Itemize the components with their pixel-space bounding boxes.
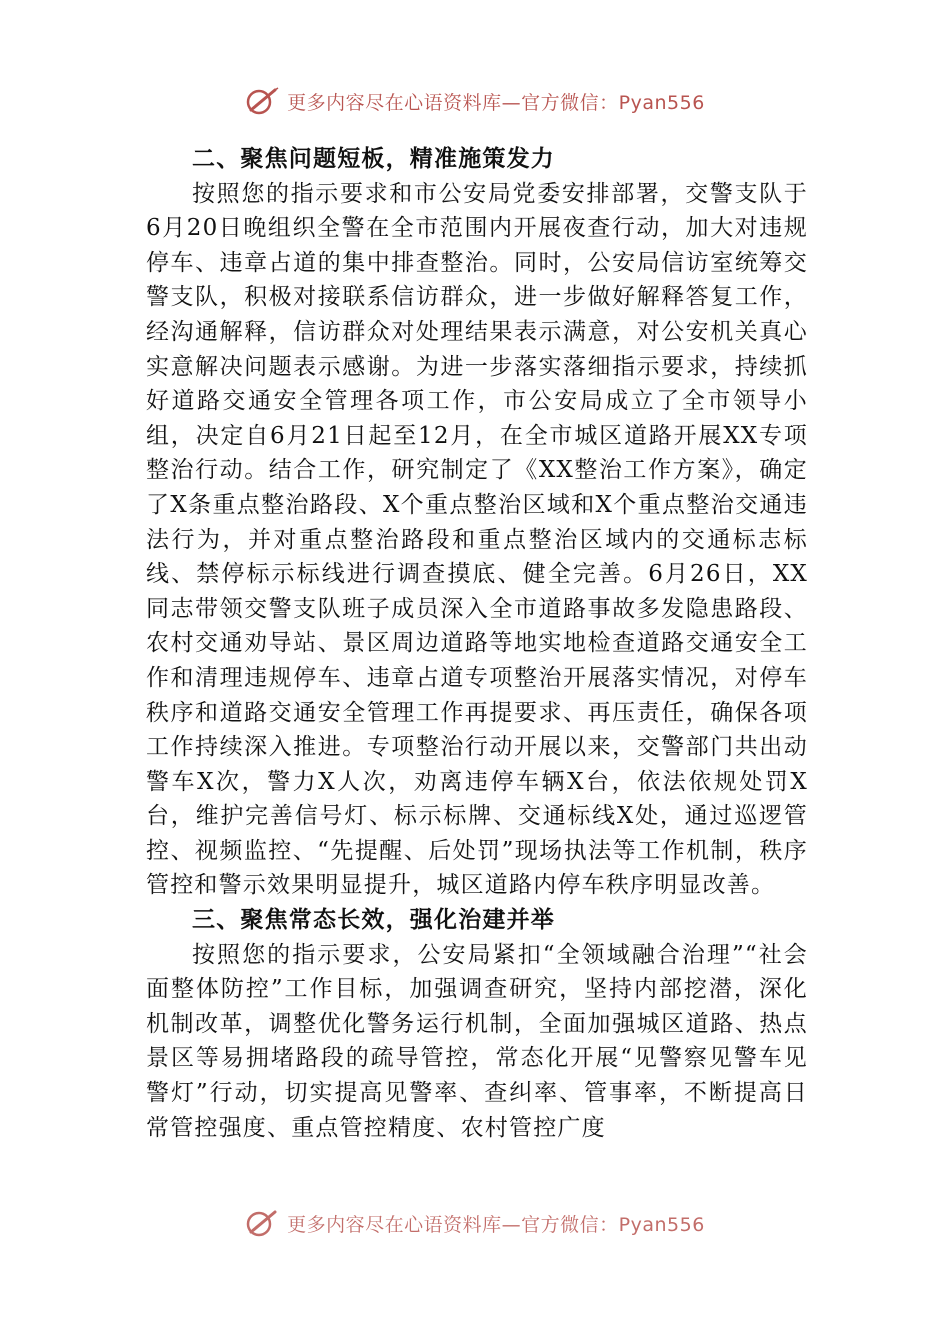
section-paragraph: 按照您的指示要求和市公安局党委安排部署，交警支队于6月20日晚组织全警在全市范围内开展夜查行动，加大对违规停车、违章占道的集中排查整治。同时，公安局信访室统筹交警支队，积极对接联系信访群众，进一步做好解释答复工作，经沟通解释，信访群众对处理结果表示满意，对公安机关真心实意解决问题表示感谢。为进一步落实落细指示要求，持续抓好道路交通安全管理各项工作，市公安局成立了全市领导小组，决定自6月21日起至12月，在全市城区道路开展XX专项整治行动。结合工作，研究制定了《XX整治工作方案》，确定了X条重点整治路段、X个重点整治区域和X个重点整治交通违法行为，并对重点整治路段和重点整治区域内的交通标志标线、禁停标示标线进行调查摸底、健全完善。6月26日，XX同志带领交警支队班子成员深入全市道路事故多发隐患路段、农村交通劝导站、景区周边道路等地实地检查道路交通安全工作和清理违规停车、违章占道专项整治开展落实情况，对停车秩序和道路交通安全管理工作再提要求、再压责任，确保各项工作持续深入推进。专项整治行动开展以来，交警部门共出动警车X次，警力X人次，劝离违停车辆X台，依法依规处罚X台，维护完善信号灯、标示标牌、交通标线X处，通过巡逻管控、视频监控、“先提醒、后处罚”现场执法等工作机制，秩序管控和警示效果明显提升，城区道路内停车秩序明显改善。 <box>146 180 808 899</box>
pen-logo-icon <box>245 86 281 116</box>
section-heading: 三、聚焦常态长效，强化治建并举 <box>192 907 555 934</box>
pen-logo-icon <box>245 1208 281 1238</box>
document-body <box>146 142 808 1145</box>
section-heading: 二、聚焦问题短板，精准施策发力 <box>192 146 555 172</box>
watermark-header <box>0 84 950 118</box>
section-paragraph: 按照您的指示要求，公安局紧扣“全领域融合治理”“社会面整体防控”工作目标，加强调查研究，坚持内部挖潜，深化机制改革，调整优化警务运行机制，全面加强城区道路、热点景区等易拥堵路段的疏导管控，常态化开展“见警察见警车见警灯”行动，切实提高见警率、查纠率、管事率，不断提高日常管控强度、重点管控精度、农村管控广度 <box>146 941 808 1141</box>
watermark-text: 更多内容尽在心语资料库—官方微信：Pyan556 <box>287 91 705 114</box>
watermark-footer <box>0 1206 950 1240</box>
watermark-text: 更多内容尽在心语资料库—官方微信：Pyan556 <box>287 1213 705 1236</box>
